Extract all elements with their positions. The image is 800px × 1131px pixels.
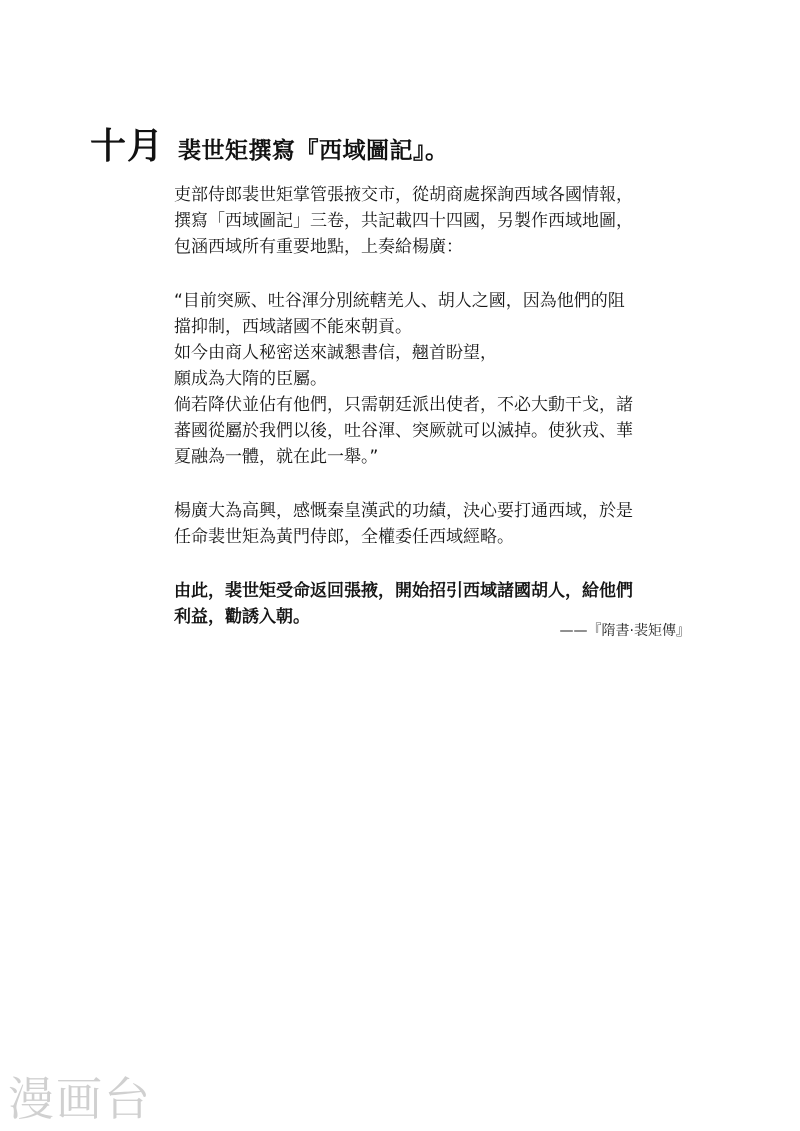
text-line: 由此，裴世矩受命返回張掖，開始招引西域諸國胡人，給他們	[174, 581, 633, 601]
body-text	[174, 182, 714, 658]
paragraph-response	[174, 498, 714, 550]
text-line: 夏融為一體，就在此一舉。”	[174, 447, 379, 467]
title-row	[90, 118, 449, 169]
paragraph-quote	[174, 288, 714, 470]
text-line: 願成為大隋的臣屬。	[174, 369, 327, 389]
month-heading: 十月	[90, 125, 165, 167]
text-line: 吏部侍郎裴世矩掌管張掖交市，從胡商處探詢西域各國情報，	[174, 185, 633, 205]
text-line: 蕃國從屬於我們以後，吐谷渾、突厥就可以滅掉。使狄戎、華	[174, 421, 633, 441]
text-line: 任命裴世矩為黃門侍郎，全權委任西域經略。	[174, 527, 514, 547]
text-line: 撰寫「西域圖記」三卷，共記載四十四國，另製作西域地圖，	[174, 211, 633, 231]
source-citation: ——『隋書·裴矩傳』	[559, 623, 690, 639]
text-line: “目前突厥、吐谷渾分別統轄羌人、胡人之國，因為他們的阻	[174, 291, 625, 311]
text-line: 倘若降伏並佔有他們，只需朝廷派出使者，不必大動干戈，諸	[174, 395, 633, 415]
paragraph-intro	[174, 182, 714, 260]
text-line: 擋抑制，西域諸國不能來朝貢。	[174, 317, 412, 337]
text-line: 利益，勸誘入朝。	[174, 607, 310, 627]
text-line: 如今由商人秘密送來誠懇書信，翹首盼望，	[174, 343, 497, 363]
text-line: 包涵西域所有重要地點，上奏給楊廣：	[174, 237, 463, 257]
watermark-logo: 漫画台	[8, 1072, 152, 1126]
text-line: 楊廣大為高興，感慨秦皇漢武的功績，決心要打通西域，於是	[174, 501, 633, 521]
page-title: 裴世矩撰寫『西域圖記』。	[178, 138, 449, 164]
